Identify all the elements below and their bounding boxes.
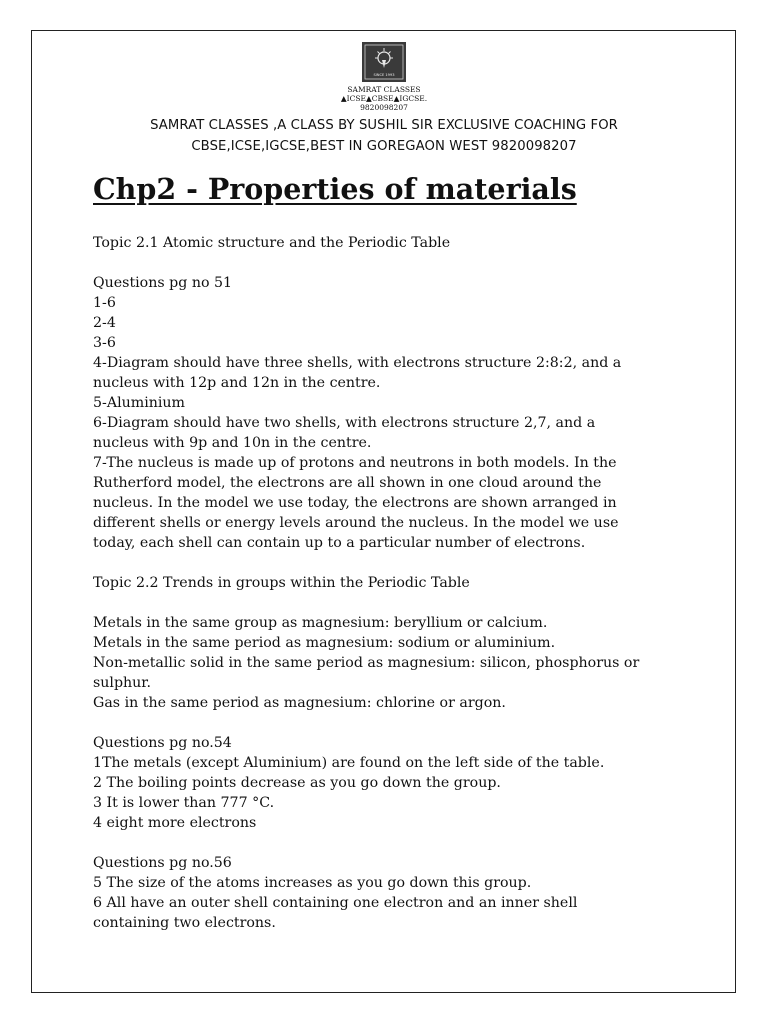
body-line: 6-Diagram should have two shells, with electrons structure 2,7, and a	[93, 415, 596, 431]
body-line: different shells or energy levels around the nucleus. In the model we use	[93, 515, 619, 531]
logo-emblem-icon	[362, 42, 406, 82]
body-line: nucleus with 9p and 10n in the centre.	[93, 435, 372, 451]
body-line: 2 The boiling points decrease as you go down the group.	[93, 775, 501, 791]
header-line-2: CBSE,ICSE,IGCSE,BEST IN GOREGAON WEST 9820098207	[191, 139, 577, 154]
body-line: Topic 2.2 Trends in groups within the Periodic Table	[93, 575, 470, 591]
body-line: 6 All have an outer shell containing one electron and an inner shell	[93, 895, 578, 911]
body-line: Rutherford model, the electrons are all shown in one cloud around the	[93, 475, 602, 491]
blank-line	[93, 833, 693, 853]
body-line: containing two electrons.	[93, 915, 276, 931]
body-line: nucleus with 12p and 12n in the centre.	[93, 375, 381, 391]
blank-line	[93, 553, 693, 573]
logo-phone: 9820098207	[360, 103, 408, 112]
body-line: Metals in the same group as magnesium: beryllium or calcium.	[93, 615, 548, 631]
samrat-classes-logo	[334, 42, 434, 112]
logo-boards: ▲ICSE▲CBSE▲IGCSE.	[340, 94, 428, 103]
body-line: 3-6	[93, 335, 116, 351]
logo-org-name: SAMRAT CLASSES	[347, 85, 421, 94]
blank-line	[93, 593, 693, 613]
blank-line	[93, 713, 693, 733]
blank-line	[93, 253, 693, 273]
body-line: Non-metallic solid in the same period as magnesium: silicon, phosphorus or	[93, 655, 640, 671]
body-line: Metals in the same period as magnesium: sodium or aluminium.	[93, 635, 556, 651]
body-line: Topic 2.1 Atomic structure and the Periodic Table	[93, 235, 451, 251]
body-line: Questions pg no 51	[93, 275, 233, 291]
body-line: Gas in the same period as magnesium: chlorine or argon.	[93, 695, 506, 711]
document-body	[93, 233, 693, 933]
body-line: 4-Diagram should have three shells, with electrons structure 2:8:2, and a	[93, 355, 622, 371]
logo-badge-text: SINCE 1993	[373, 73, 395, 77]
body-line: 1The metals (except Aluminium) are found on the left side of the table.	[93, 755, 605, 771]
body-line: 7-The nucleus is made up of protons and neutrons in both models. In the	[93, 455, 617, 471]
body-line: 5-Aluminium	[93, 395, 185, 411]
body-line: nucleus. In the model we use today, the electrons are shown arranged in	[93, 495, 617, 511]
body-line: 4 eight more electrons	[93, 815, 257, 831]
body-line: Questions pg no.56	[93, 855, 232, 871]
body-line: today, each shell can contain up to a particular number of electrons.	[93, 535, 586, 551]
body-line: 3 It is lower than 777 °C.	[93, 795, 275, 811]
body-line: 1-6	[93, 295, 116, 311]
body-line: sulphur.	[93, 675, 152, 691]
body-line: 5 The size of the atoms increases as you go down this group.	[93, 875, 532, 891]
header-line-1: SAMRAT CLASSES ,A CLASS BY SUSHIL SIR EXCLUSIVE COACHING FOR	[150, 118, 618, 133]
body-line: Questions pg no.54	[93, 735, 232, 751]
body-line: 2-4	[93, 315, 116, 331]
page-title: Chp2 - Properties of materials	[93, 172, 577, 206]
